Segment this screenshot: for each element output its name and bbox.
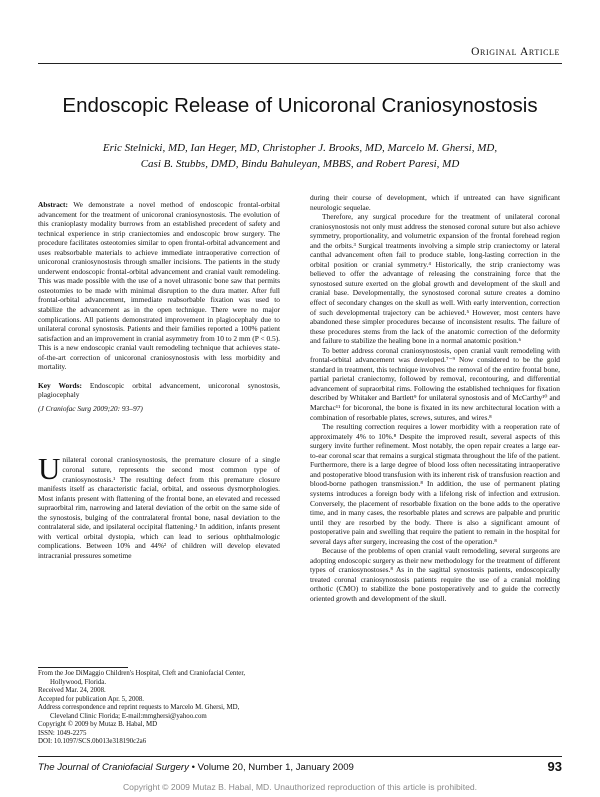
footnotes [38,670,288,747]
footer-rule [38,756,562,757]
abstract-text: We demonstrate a novel method of endoscopic frontal-orbital advancement for the treatment of unicoronal craniosynostosis. The evolution of this cranioplasty modality burrows from an established precedent of safety and technical experience in strip craniectomies and endoscopic brow surgery. The procedure facilitates osteotomies similar to open frontal-orbital advancement and uses reabsorbable materials to achieve immediate intraoperative correction of unicoronal craniosynostosis through smaller incisions. The patients in the study underwent endoscopic frontal-orbital advancement and cranial vault remodeling. This was made possible with the use of a novel ultrasonic bone saw that permits osteotomies to be made with minimal disruption to the dura matter. After full frontal-orbital advancement, immediate reabsorbable fixation was used to stabilize the advancement as in the open technique. There were no major complications. All patients demonstrated improvement in plagiocephaly due to unilateral coronal synostosis. Patients and their families reported a 100% patient satisfaction and an improvement in cranial asymmetry from 10 to 2 mm (P < 0.5). This is a new endoscopic cranial vault remodeling technique that achieves state-of-the-art correction of unicoronal craniosynostosis with less morbidity and mortality. [38,200,280,372]
body-paragraph-5: Because of the problems of open cranial vault remodeling, several surgeons are adopting endoscopic surgery as their new methodology for the treatment of different types of craniosynostoses.⁸ As in the sagittal synostosis patients, endoscopically treated coronal craniosynostosis patients require the use of a cranial molding orthotic (CMO) to stabilize the bone postoperatively and to guide the correctly oriented growth and development of the skull. [310,546,560,603]
body-paragraph-4: The resulting correction requires a lower morbidity with a reoperation rate of approximately 4% to 10%.⁸ Despite the improved result, several aspects of this surgery invite further refinement. Most notably, the open repair creates a large ear-to-ear coronal scar that remains a surgical stigmata throughout the life of the patient. Furthermore, there is a large degree of blood loss often necessitating intraoperative and postoperative blood transfusion with its inherent risk of transfusion reaction and blood-borne pathogen transmission.⁸ In addition, the use of permanent plating systems introduces a foreign body with a lifelong risk of infection and extrusion. Conversely, the placement of resorbable fixation on the bone adds to the operative time, and in many cases, the resorbable plates and screws are palpable and pruritic until they are resorbed by the body. There is also a significant amount of postoperative pain and swelling that require the patient to remain in the hospital for several days after surgery, increasing the cost of the operation.⁸ [310,422,560,546]
authors-line-2: Casi B. Stubbs, DMD, Bindu Bahuleyan, MBBS, and Robert Paresi, MD [140,158,460,170]
body-paragraph-2: Therefore, any surgical procedure for the treatment of unilateral coronal craniosynostosis not only must address the stenosed coronal suture but also achieve symmetry, proportionality, and volumetric expansion of the frontal forehead region and the orbits.³ Surgical treatments involving a simple strip craniectomy or lateral canthal advancement often fail to produce stable, long-lasting correction in the orbital position or cranial symmetry.⁴ Historically, the strip craniectomy was believed to offer the advantage of releasing the constraining force that the synostosed suture exerted on the global growth and development of the skull and cranial base. Developmentally, the synostosed coronal suture creates a domino effect of secondary changes on the skull as well. With early intervention, correction of such developmental trajectory can be achieved.⁵ However, most centers have abandoned these simpler procedures because of inconsistent results. The failure of these procedures stems from the lack of the anatomic correction of the deformity and failure to stabilize the healing bone in a normal anatomic position.⁶ [310,212,560,346]
footnote-doi: DOI: 10.1097/SCS.0b013e318190c2a6 [38,738,147,745]
section-label: Original Article [471,46,560,58]
abstract [38,200,280,372]
footnote-affiliation-city: Hollywood, Florida. [50,678,107,686]
footnote-rule [38,667,128,668]
footnote-correspondence-email: Cleveland Clinic Florida; E-mail:mmghersi@yahoo.com [50,712,207,720]
author-list [70,140,530,172]
intro-paragraph [38,451,280,560]
journal-issue: • Volume 20, Number 1, January 2009 [188,762,354,773]
article-title: Endoscopic Release of Unicoronal Craniosynostosis [62,94,538,117]
journal-name: The Journal of Craniofacial Surgery [38,762,189,773]
citation: (J Craniofac Surg 2009;20: 93–97) [38,403,143,413]
footnote-correspondence: Address correspondence and reprint requests to Marcelo M. Ghersi, MD, [38,704,240,711]
footnote-issn: ISSN: 1049-2275 [38,729,87,737]
footnote-accepted: Accepted for publication Apr. 5, 2008. [38,695,145,703]
footnote-received: Received Mar. 24, 2008. [38,687,106,694]
drop-cap: U [38,451,61,487]
body-paragraph-1: during their course of development, which if untreated can have significant neurologic sequelae. [310,193,560,212]
header-rule [38,63,562,64]
keywords [38,381,280,400]
abstract-label: Abstract: [38,200,68,209]
page-number: 93 [547,759,562,774]
footnote-copyright: Copyright © 2009 by Mutaz B. Habal, MD [38,721,158,728]
keywords-text: Endoscopic orbital advancement, unicoronal synostosis, plagiocephaly [38,380,280,400]
copyright-notice: Copyright © 2009 Mutaz B. Habal, MD. Unauthorized reproduction of this article is prohibited. [122,782,478,792]
body-paragraph-3: To better address coronal craniosynostosis, open cranial vault remodeling with frontal-orbital advancement was developed.⁷⁻⁹ Now considered to be the gold standard in treatment, this technique involves the removal of the entire frontal bone, partial parietal craniectomy, followed by removal, recontouring, and differential advancement of supraorbital rims. Following the established techniques for fixation described by Whitaker and Bartlett⁹ for unilateral synostosis and of McCarthy¹⁰ and Marchac¹¹ for bicoronal, the bone is fixated in its new architectural location with a combination of resorbable plates, screws, sutures, and wires.⁸ [310,345,560,422]
intro-text: nilateral coronal craniosynostosis, the premature closure of a single coronal suture, represents the second most common type of craniosynostosis.¹ The resulting defect from this premature closure manifests itself as characteristic facial, orbital, and osseous dysmorphologies. Most infants present with flattening of the frontal bone, an elevated and recessed supraorbital rim, narrowing and lateral deviation of the orbit on the same side of the synostosis, bulging of the contralateral frontal bone, nasal deviation to the contralateral side, and ipsilateral occipital flattening.¹ In addition, infants present with vertical orbital dystopia, which can lead to serious ophthalmologic complications. Between 10% and 44%² of children will develop elevated intracranial pressures sometime [38,455,280,560]
journal-footer [38,762,354,773]
authors-line-1: Eric Stelnicki, MD, Ian Heger, MD, Christopher J. Brooks, MD, Marcelo M. Ghersi, MD, [102,142,498,154]
footnote-affiliation: From the Joe DiMaggio Children's Hospital, Cleft and Craniofacial Center, [38,670,246,677]
left-column [38,200,280,561]
right-column [310,193,560,604]
keywords-label: Key Words: [38,380,82,390]
